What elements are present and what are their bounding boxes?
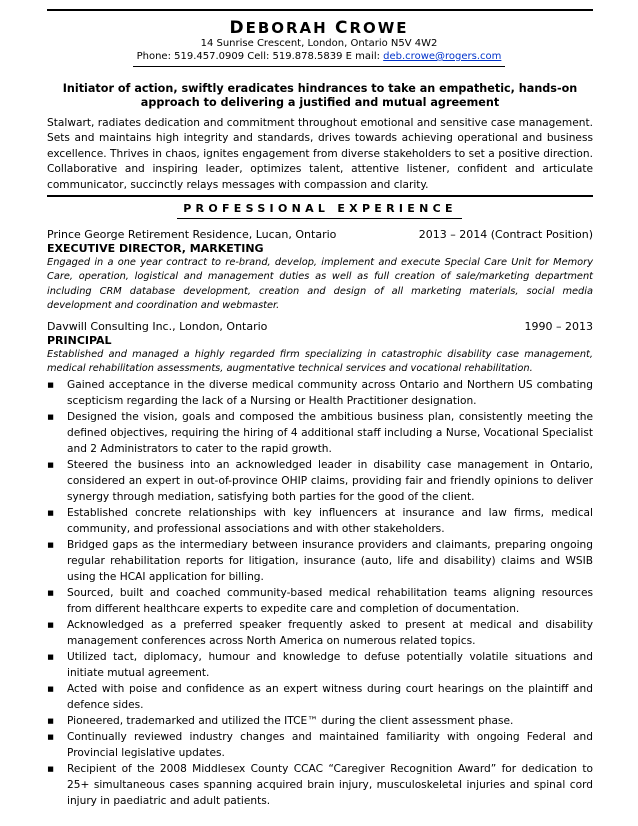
section-title: PROFESSIONAL EXPERIENCE xyxy=(183,202,457,215)
achievement-text: Sourced, built and coached community-based medical rehabilitation teams aligning resources from different healthcare experts to expedite care and completion of documentation. xyxy=(67,586,593,615)
bullet-icon: ▪ xyxy=(47,762,55,775)
bullet-icon: ▪ xyxy=(47,538,55,551)
achievement-item xyxy=(47,713,593,729)
achievement-text: Established concrete relationships with key influencers at insurance and law firms, medical community, and professional associations and with other stakeholders. xyxy=(67,506,593,535)
contact-divider xyxy=(133,66,505,67)
phone-email-line: Phone: 519.457.0909 Cell: 519.878.5839 E mail: deb.crowe@rogers.com xyxy=(136,51,502,62)
achievement-text: Steered the business into an acknowledged leader in disability case management in Ontario, considered an expert in out-of-province OHIP claims, providing fair and friendly opinions to deliver synergy through mediation, satisfying both parties for the good of the client. xyxy=(67,458,593,503)
section-underline xyxy=(177,218,462,219)
achievement-text: Acted with poise and confidence as an expert witness during court hearings on the plaintiff and defence sides. xyxy=(67,682,593,711)
achievement-item xyxy=(47,537,593,585)
job-entry xyxy=(47,320,593,809)
bullet-icon: ▪ xyxy=(47,650,55,663)
bullet-icon: ▪ xyxy=(47,586,55,599)
achievement-item xyxy=(47,649,593,681)
bullet-icon: ▪ xyxy=(47,506,55,519)
achievement-item xyxy=(47,377,593,409)
contact-block xyxy=(0,37,638,63)
bullet-icon: ▪ xyxy=(47,714,55,727)
bullet-icon: ▪ xyxy=(47,618,55,631)
job-description: Engaged in a one year contract to re-brand, develop, implement and execute Special Care Unit for Memory Care, operation, logistical and management duties as well as full creation of sale/marketing department including CRM database development, creation and design of all marketing materials, social media development and coordination and webmaster. xyxy=(47,257,593,312)
achievement-text: Pioneered, trademarked and utilized the ITCE™ during the client assessment phase. xyxy=(67,714,514,727)
job-title: PRINCIPAL xyxy=(47,334,112,347)
employer: Prince George Retirement Residence, Lucan, Ontario xyxy=(47,228,337,241)
achievement-item xyxy=(47,761,593,809)
achievement-item xyxy=(47,681,593,713)
achievement-text: Acknowledged as a preferred speaker frequently asked to present at medical and disability management conferences across North America on numerous related topics. xyxy=(67,618,593,647)
achievement-text: Continually reviewed industry changes and maintained familiarity with ongoing Federal and Provincial legislative updates. xyxy=(67,730,593,759)
top-rule xyxy=(47,9,593,11)
email-link[interactable]: deb.crowe@rogers.com xyxy=(383,51,502,62)
bullet-icon: ▪ xyxy=(47,730,55,743)
job-entry xyxy=(47,228,593,314)
summary: Stalwart, radiates dedication and commitment throughout emotional and sensitive case management. Sets and maintains high integrity and standards, drives towards achieving operational and business excellence. Thrives in chaos, ignites engagement from diverse stakeholders to set a positive direction. Collaborative and inspiring leader, optimizes talent, attentive listener, confident and articulate communicator, succinctly relays messages with compassion and clarity. xyxy=(47,117,593,191)
job-dates: 2013 – 2014 (Contract Position) xyxy=(418,228,593,241)
achievement-item xyxy=(47,457,593,505)
achievement-text: Recipient of the 2008 Middlesex County CCAC “Caregiver Recognition Award” for dedication to 25+ simultaneous cases spanning acquired brain injury, musculoskeletal injuries and spinal cord injury in paediatric and adult patients. xyxy=(67,762,593,807)
bullet-icon: ▪ xyxy=(47,378,55,391)
job-title: EXECUTIVE DIRECTOR, MARKETING xyxy=(47,242,264,255)
achievement-item xyxy=(47,505,593,537)
job-dates: 1990 – 2013 xyxy=(524,320,593,333)
achievement-text: Designed the vision, goals and composed the ambitious business plan, consistently meeting the defined objectives, requiring the hiring of 4 additional staff including a Nurse, Vocational Specialist and 2 Administrators to cater to the rapid growth. xyxy=(67,410,593,455)
bullet-icon: ▪ xyxy=(47,682,55,695)
bullet-icon: ▪ xyxy=(47,410,55,423)
achievement-text: Utilized tact, diplomacy, humour and knowledge to defuse potentially volatile situations and initiate mutual agreement. xyxy=(67,650,593,679)
address-line: 14 Sunrise Crescent, London, Ontario N5V 4W2 xyxy=(200,38,438,49)
candidate-name: DEBORAH CROWE xyxy=(229,18,409,38)
achievement-list xyxy=(47,377,593,809)
job-description: Established and managed a highly regarded firm specializing in catastrophic disability case management, medical rehabilitation assessments, augmentative technical services and vocational rehabilitation. xyxy=(47,349,593,375)
achievement-item xyxy=(47,729,593,761)
section-rule xyxy=(47,195,593,197)
employer: Davwill Consulting Inc., London, Ontario xyxy=(47,320,268,333)
achievement-item xyxy=(47,585,593,617)
headline: Initiator of action, swiftly eradicates hindrances to take an empathetic, hands-on approach to delivering a justified and mutual agreement xyxy=(62,82,578,109)
achievement-text: Gained acceptance in the diverse medical community across Ontario and Northern US combating scepticism regarding the lack of a Nursing or Health Practitioner designation. xyxy=(67,378,593,407)
bullet-icon: ▪ xyxy=(47,458,55,471)
achievement-item xyxy=(47,617,593,649)
achievement-item xyxy=(47,409,593,457)
achievement-text: Bridged gaps as the intermediary between insurance providers and claimants, preparing ongoing regular rehabilitation reports for litigation, insurance (auto, life and disability) claims and WSIB using the HCAI application for billing. xyxy=(67,538,593,583)
